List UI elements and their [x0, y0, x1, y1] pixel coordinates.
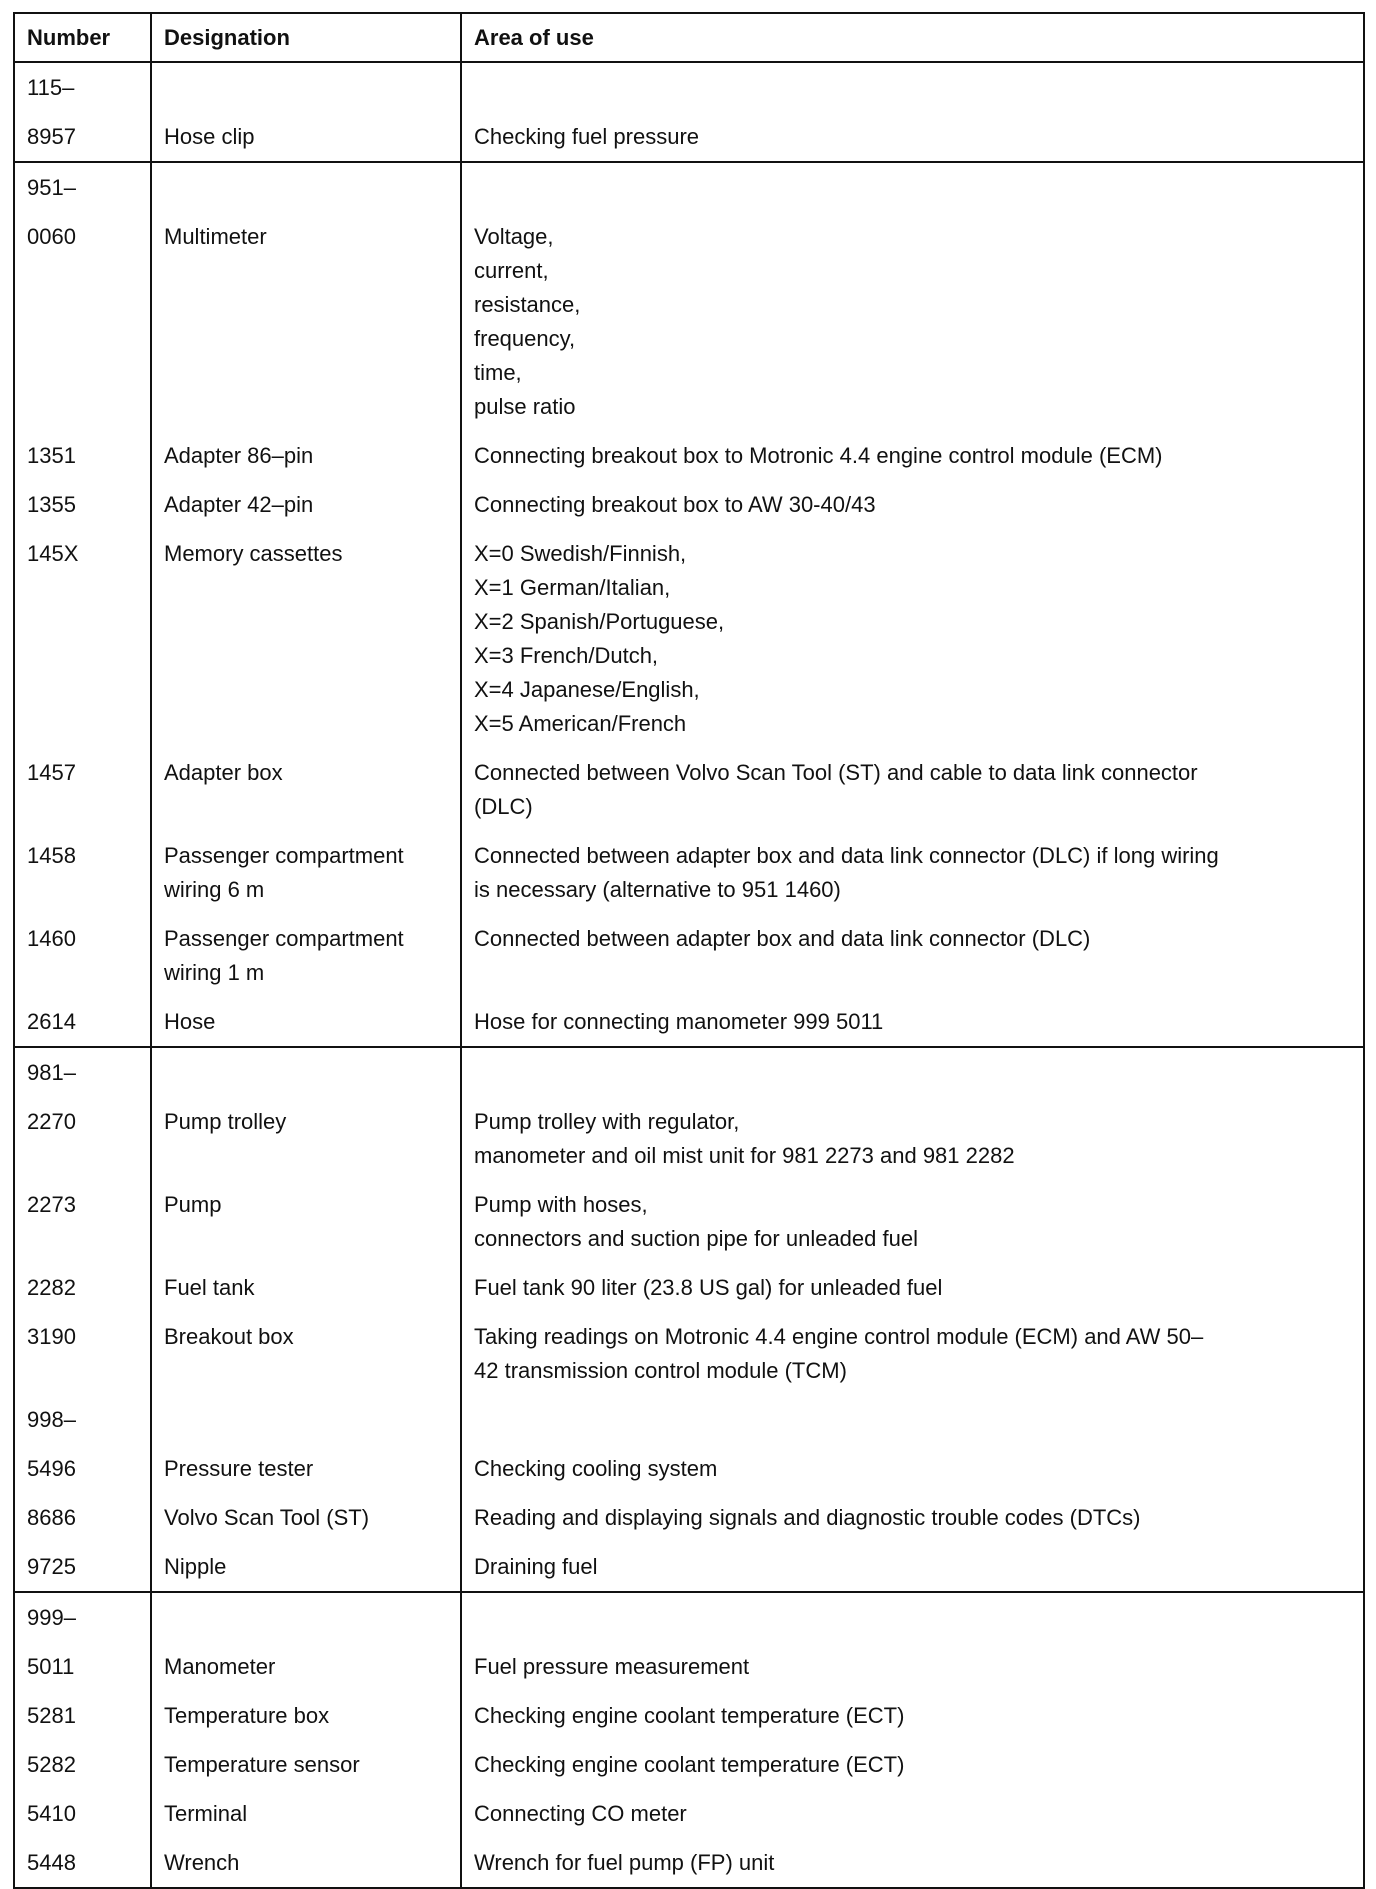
designation-line: Wrench [164, 1850, 240, 1875]
tool-number: 2614 [14, 997, 151, 1047]
tool-number: 1457 [14, 748, 151, 831]
area-line: Hose for connecting manometer 999 5011 [474, 1009, 884, 1034]
area-line: Checking fuel pressure [474, 124, 700, 149]
designation-line: Adapter 42–pin [164, 492, 314, 517]
designation-line: Hose [164, 1009, 216, 1034]
empty-cell [151, 1592, 461, 1642]
area-line: (DLC) [474, 794, 533, 819]
table-row [14, 1312, 1364, 1395]
table-row [14, 1180, 1364, 1263]
tool-area-of-use [461, 1180, 1364, 1263]
designation-line: Pump trolley [164, 1109, 287, 1134]
tool-area-of-use [461, 480, 1364, 529]
designation-line: Passenger compartment [164, 926, 404, 951]
tool-number: 5410 [14, 1789, 151, 1838]
designation-line: Passenger compartment [164, 843, 404, 868]
tool-designation [151, 748, 461, 831]
area-line: Pump with hoses, [474, 1192, 648, 1217]
area-line: is necessary (alternative to 951 1460) [474, 877, 841, 902]
tool-area-of-use [461, 1312, 1364, 1395]
designation-line: Manometer [164, 1654, 276, 1679]
designation-line: Volvo Scan Tool (ST) [164, 1505, 370, 1530]
tool-number: 1458 [14, 831, 151, 914]
area-line: Connected between adapter box and data link connector (DLC) [474, 926, 1091, 951]
table-row [14, 914, 1364, 997]
area-line: time, [474, 360, 522, 385]
empty-cell [461, 1047, 1364, 1097]
area-line: Taking readings on Motronic 4.4 engine control module (ECM) and AW 50– [474, 1324, 1204, 1349]
empty-cell [151, 1047, 461, 1097]
tool-group [14, 162, 1364, 1047]
area-line: Fuel tank 90 liter (23.8 US gal) for unleaded fuel [474, 1275, 943, 1300]
empty-cell [151, 1395, 461, 1444]
tool-number: 0060 [14, 212, 151, 431]
tool-number: 5011 [14, 1642, 151, 1691]
tool-area-of-use [461, 1493, 1364, 1542]
table-row [14, 1097, 1364, 1180]
tool-group [14, 1047, 1364, 1395]
tool-designation [151, 1312, 461, 1395]
table-row [14, 1542, 1364, 1592]
designation-line: Pressure tester [164, 1456, 314, 1481]
designation-line: Pump [164, 1192, 222, 1217]
table-row [14, 831, 1364, 914]
table-row [14, 1691, 1364, 1740]
group-prefix-row [14, 62, 1364, 112]
tool-designation [151, 831, 461, 914]
empty-cell [151, 162, 461, 212]
tool-designation [151, 1542, 461, 1592]
tool-number: 1460 [14, 914, 151, 997]
table-row [14, 1444, 1364, 1493]
tool-designation [151, 1180, 461, 1263]
area-line: X=1 German/Italian, [474, 575, 671, 600]
table-row [14, 529, 1364, 748]
table-row [14, 431, 1364, 480]
tool-area-of-use [461, 212, 1364, 431]
tool-area-of-use [461, 1740, 1364, 1789]
designation-line: Hose clip [164, 124, 255, 149]
table-row [14, 1263, 1364, 1312]
designation-line: Fuel tank [164, 1275, 255, 1300]
area-line: Voltage, [474, 224, 554, 249]
area-line: connectors and suction pipe for unleaded fuel [474, 1226, 918, 1251]
tool-designation [151, 1740, 461, 1789]
tool-area-of-use [461, 529, 1364, 748]
table-header [14, 13, 1364, 62]
area-line: 42 transmission control module (TCM) [474, 1358, 847, 1383]
empty-cell [151, 62, 461, 112]
area-line: manometer and oil mist unit for 981 2273 and 981 2282 [474, 1143, 1015, 1168]
tool-number: 5281 [14, 1691, 151, 1740]
table-row [14, 112, 1364, 162]
area-line: X=0 Swedish/Finnish, [474, 541, 687, 566]
empty-cell [461, 62, 1364, 112]
area-line: Connecting breakout box to AW 30-40/43 [474, 492, 876, 517]
special-tools-table [13, 12, 1365, 1889]
tool-area-of-use [461, 431, 1364, 480]
area-line: Connected between Volvo Scan Tool (ST) and cable to data link connector [474, 760, 1198, 785]
tool-designation [151, 431, 461, 480]
header-area: Area of use [461, 13, 1364, 62]
area-line: Connecting breakout box to Motronic 4.4 engine control module (ECM) [474, 443, 1163, 468]
area-line: resistance, [474, 292, 581, 317]
designation-line: wiring 6 m [164, 877, 265, 902]
group-prefix-row [14, 1592, 1364, 1642]
area-line: Pump trolley with regulator, [474, 1109, 740, 1134]
area-line: X=2 Spanish/Portuguese, [474, 609, 725, 634]
tool-designation [151, 1838, 461, 1888]
tool-number: 9725 [14, 1542, 151, 1592]
tool-number: 2270 [14, 1097, 151, 1180]
tool-designation [151, 1493, 461, 1542]
tool-area-of-use [461, 1691, 1364, 1740]
tool-number: 2273 [14, 1180, 151, 1263]
tool-area-of-use [461, 997, 1364, 1047]
tool-number: 8686 [14, 1493, 151, 1542]
header-designation: Designation [151, 13, 461, 62]
tool-number: 5282 [14, 1740, 151, 1789]
area-line: X=4 Japanese/English, [474, 677, 700, 702]
tool-designation [151, 480, 461, 529]
tool-designation [151, 112, 461, 162]
tool-number: 3190 [14, 1312, 151, 1395]
designation-line: Adapter box [164, 760, 283, 785]
area-line: Draining fuel [474, 1554, 598, 1579]
tool-area-of-use [461, 1789, 1364, 1838]
group-prefix: 999– [14, 1592, 151, 1642]
tool-number: 1351 [14, 431, 151, 480]
area-line: pulse ratio [474, 394, 576, 419]
table-row [14, 1789, 1364, 1838]
area-line: Reading and displaying signals and diagnostic trouble codes (DTCs) [474, 1505, 1141, 1530]
group-prefix: 998– [14, 1395, 151, 1444]
group-prefix-row [14, 162, 1364, 212]
tool-group [14, 62, 1364, 162]
designation-line: Terminal [164, 1801, 248, 1826]
empty-cell [461, 1592, 1364, 1642]
tool-number: 5496 [14, 1444, 151, 1493]
table-row [14, 1493, 1364, 1542]
tool-area-of-use [461, 1838, 1364, 1888]
tool-designation [151, 529, 461, 748]
table-row [14, 212, 1364, 431]
tool-number: 145X [14, 529, 151, 748]
tool-area-of-use [461, 1444, 1364, 1493]
tool-designation [151, 212, 461, 431]
table-row [14, 1838, 1364, 1888]
area-line: frequency, [474, 326, 576, 351]
tool-group [14, 1592, 1364, 1888]
header-number: Number [14, 13, 151, 62]
tool-designation [151, 1097, 461, 1180]
tool-group [14, 1395, 1364, 1592]
area-line: Fuel pressure measurement [474, 1654, 750, 1679]
designation-line: Nipple [164, 1554, 227, 1579]
area-line: current, [474, 258, 549, 283]
tool-area-of-use [461, 1263, 1364, 1312]
tool-area-of-use [461, 1097, 1364, 1180]
group-prefix: 981– [14, 1047, 151, 1097]
tool-area-of-use [461, 748, 1364, 831]
tool-area-of-use [461, 914, 1364, 997]
area-line: Connected between adapter box and data link connector (DLC) if long wiring [474, 843, 1219, 868]
group-prefix-row [14, 1395, 1364, 1444]
empty-cell [461, 162, 1364, 212]
table-row [14, 1740, 1364, 1789]
tool-designation [151, 1642, 461, 1691]
area-line: X=5 American/French [474, 711, 687, 736]
tool-designation [151, 914, 461, 997]
group-prefix-row [14, 1047, 1364, 1097]
table-row [14, 997, 1364, 1047]
tool-area-of-use [461, 112, 1364, 162]
area-line: Connecting CO meter [474, 1801, 687, 1826]
designation-line: Multimeter [164, 224, 267, 249]
area-line: X=3 French/Dutch, [474, 643, 659, 668]
tool-number: 5448 [14, 1838, 151, 1888]
tool-area-of-use [461, 1542, 1364, 1592]
designation-line: Memory cassettes [164, 541, 343, 566]
tool-designation [151, 997, 461, 1047]
tool-number: 1355 [14, 480, 151, 529]
empty-cell [461, 1395, 1364, 1444]
designation-line: Temperature sensor [164, 1752, 360, 1777]
group-prefix: 115– [14, 62, 151, 112]
designation-line: Breakout box [164, 1324, 294, 1349]
designation-line: wiring 1 m [164, 960, 265, 985]
tool-designation [151, 1263, 461, 1312]
table-row [14, 1642, 1364, 1691]
tool-designation [151, 1691, 461, 1740]
designation-line: Adapter 86–pin [164, 443, 314, 468]
area-line: Checking engine coolant temperature (ECT) [474, 1703, 905, 1728]
tool-designation [151, 1444, 461, 1493]
tool-area-of-use [461, 831, 1364, 914]
area-line: Wrench for fuel pump (FP) unit [474, 1850, 775, 1875]
tool-designation [151, 1789, 461, 1838]
area-line: Checking engine coolant temperature (ECT) [474, 1752, 905, 1777]
table-row [14, 480, 1364, 529]
tool-area-of-use [461, 1642, 1364, 1691]
group-prefix: 951– [14, 162, 151, 212]
designation-line: Temperature box [164, 1703, 330, 1728]
tool-number: 8957 [14, 112, 151, 162]
area-line: Checking cooling system [474, 1456, 718, 1481]
table-row [14, 748, 1364, 831]
tool-number: 2282 [14, 1263, 151, 1312]
